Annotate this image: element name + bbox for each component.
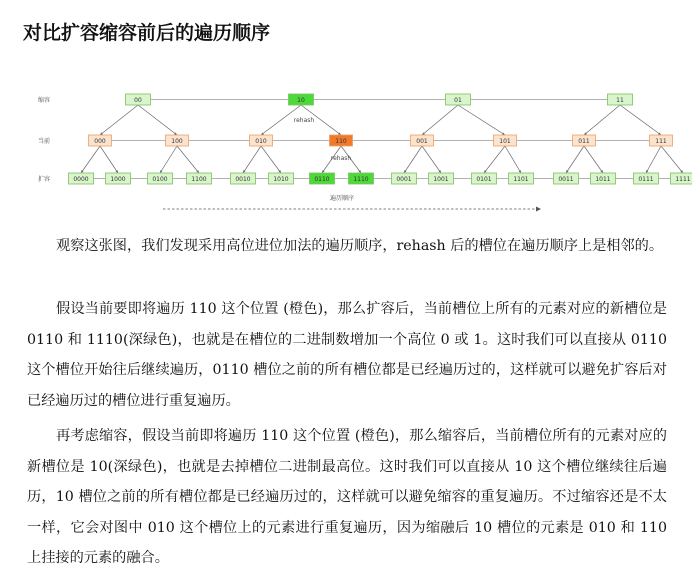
expand-node: [148, 173, 173, 184]
expand-node: [634, 173, 659, 184]
arrow-head: [322, 170, 325, 173]
node-label: 0100: [152, 176, 168, 184]
expand-node: [591, 173, 616, 184]
expand-node: [554, 173, 579, 184]
node-label: 0000: [73, 176, 89, 184]
node-label: 0101: [476, 176, 492, 184]
connector-line: [505, 146, 521, 173]
paragraph-2: 假设当前要即将遍历 110 这个位置 (橙色)，那么扩容后，当前槽位上所有的元素对应的新槽位是 0110 和 1110(深绿色)，也就是在槽位的二进制数增加一个高位 0 或 1。这时我们可以直接从 0110 这个槽位开始往后继续遍历，0110 槽位之前的所有槽位都是已经遍历过的，这样就可以避免扩容后对已经遍历过的槽位进行重复遍历。: [27, 301, 667, 409]
node-label: 1101: [513, 176, 529, 184]
connector-line: [81, 146, 100, 173]
current-node: [166, 135, 189, 146]
node-boxes: [69, 94, 692, 184]
connector-line: [177, 146, 199, 173]
connector-line: [261, 146, 281, 173]
connector-line: [422, 146, 441, 173]
row-label: 当前: [38, 138, 51, 145]
page-title: 对比扩容缩容前后的遍历顺序: [23, 22, 271, 44]
node-label: 1000: [110, 176, 126, 184]
node-label: 0010: [235, 176, 251, 184]
connector-line: [584, 105, 620, 135]
node-label: 11: [616, 97, 624, 105]
shrink-node: [446, 94, 471, 105]
traversal-label: 遍历顺序: [329, 195, 355, 202]
node-label: 1001: [433, 176, 449, 184]
row-label: 扩容: [38, 176, 51, 183]
arrow-head: [438, 170, 441, 173]
connector-line: [100, 146, 118, 173]
connector-line: [584, 146, 603, 173]
current-node: [250, 135, 273, 146]
expand-node: [69, 173, 94, 184]
expand-node: [392, 173, 417, 184]
node-label: 100: [171, 138, 183, 146]
expand-node: [429, 173, 454, 184]
current-node: [330, 135, 353, 146]
traversal-order-diagram: [0, 84, 692, 219]
node-label: 01: [454, 97, 462, 105]
node-label: 001: [416, 138, 428, 146]
current-node: [89, 135, 112, 146]
node-label: 00: [134, 97, 142, 105]
traversal-arrow-head: [536, 207, 541, 212]
node-label: 010: [255, 138, 267, 146]
row-label: 缩容: [38, 97, 51, 104]
expand-node: [310, 173, 335, 184]
expand-node: [472, 173, 497, 184]
expand-node: [106, 173, 131, 184]
node-label: 1010: [273, 176, 289, 184]
expand-node: [187, 173, 212, 184]
node-label: 0110: [314, 176, 330, 184]
connector-line: [646, 146, 661, 173]
node-label: 111: [655, 138, 667, 146]
connector-line: [100, 105, 138, 135]
connector-line: [484, 146, 505, 173]
shrink-node: [289, 94, 314, 105]
connector-line: [661, 146, 683, 173]
shrink-node: [608, 94, 633, 105]
current-node: [573, 135, 596, 146]
expand-node: [509, 173, 534, 184]
connector-line: [458, 105, 505, 135]
current-node: [494, 135, 517, 146]
node-label: 000: [94, 138, 106, 146]
arrow-head: [81, 170, 84, 173]
node-label: 1100: [191, 176, 207, 184]
expand-node: [349, 173, 374, 184]
current-node: [411, 135, 434, 146]
node-label: 0111: [638, 176, 654, 184]
node-label: 0001: [396, 176, 412, 184]
node-label: 110: [335, 138, 347, 146]
current-node: [650, 135, 673, 146]
node-label: 1110: [353, 176, 369, 184]
node-label: 101: [499, 138, 511, 146]
node-label: 0011: [558, 176, 574, 184]
connector-line: [620, 105, 661, 135]
rehash-label-shrink: rehash: [293, 117, 315, 124]
connector-line: [422, 105, 458, 135]
connector-lines: [81, 100, 683, 212]
node-label: 10: [297, 97, 305, 105]
paragraph-3: 再考虑缩容，假设当前即将遍历 110 这个位置 (橙色)，那么缩容后，当前槽位所有的元素对应的新槽位是 10(深绿色)，也就是去掉槽位二进制最高位。这时我们可以直接从 10 这个槽位继续往后遍历，10 槽位之前的所有槽位都是已经遍历过的，这样就可以避免缩容的重复遍历。不过缩容还是不太一样，它会对图中 010 这个槽位上的元素进行重复遍历，因为缩融后 10 槽位的元素是 010 和 110 上挂接的元素的融合。: [27, 428, 667, 566]
connector-line: [404, 146, 422, 173]
connector-line: [243, 146, 261, 173]
node-label: 1011: [595, 176, 611, 184]
connector-line: [160, 146, 177, 173]
rehash-label-expand: rehash: [330, 155, 352, 162]
expand-node: [231, 173, 256, 184]
node-label: 1111: [675, 176, 691, 184]
node-label: 011: [578, 138, 590, 146]
expand-node: [269, 173, 294, 184]
expand-node: [671, 173, 692, 184]
arrow-head: [600, 170, 603, 173]
connector-line: [138, 105, 177, 135]
connector-line: [566, 146, 584, 173]
diagram-labels: [38, 96, 354, 202]
shrink-node: [126, 94, 151, 105]
paragraph-1: 观察这张图，我们发现采用高位进位加法的遍历顺序，rehash 后的槽位在遍历顺序上是相邻的。: [56, 238, 664, 254]
